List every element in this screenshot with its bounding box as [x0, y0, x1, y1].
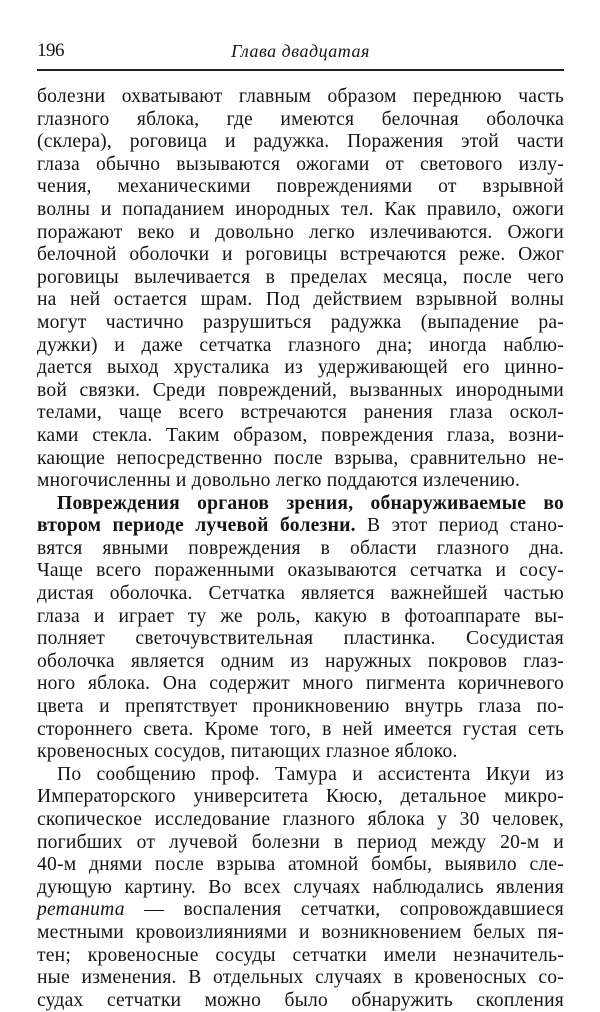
text-line: поражают веко и довольно легко излечиваются. Ожоги: [37, 221, 564, 243]
text-line: полняет светочувствительная пластинка. Сосудистая: [37, 628, 564, 650]
text-line: глаза и играет ту же роль, какую в фотоаппарате вы-: [37, 605, 564, 627]
text-fragment: В этот период стано-: [355, 515, 564, 537]
text-line: [37, 899, 564, 922]
text-line: цвета и препятствует проникновению внутрь глаза по-: [37, 696, 564, 718]
text-line: дается выход хрусталика из удерживающей его цинно-: [37, 357, 564, 379]
section-heading: Повреждения органов зрения, обнаруживаемые во: [57, 492, 564, 514]
text-line: глазного яблока, где имеются белочная оболочка: [37, 108, 564, 130]
section-heading-end: втором периоде лучевой болезни.: [37, 515, 356, 537]
text-line: ками стекла. Таким образом, повреждения глаза, возни-: [37, 424, 564, 446]
text-line: волны и попаданием инородных тел. Как правило, ожоги: [37, 198, 564, 220]
text-line: роговицы вылечивается в пределах месяца, после чего: [37, 266, 564, 288]
text-line: болезни охватывают главным образом переднюю часть: [37, 86, 564, 107]
body-text: [37, 86, 564, 1012]
text-line: вой связки. Среди повреждений, вызванных инородными: [37, 379, 564, 401]
text-line: многочисленны и довольно легко поддаются излечению.: [37, 470, 521, 492]
text-line: дующую картину. Во всех случаях наблюдались явления: [37, 876, 564, 898]
page-header: [37, 40, 564, 66]
text-line: Императорского университета Кюсю, детальное микро-: [37, 786, 564, 808]
running-title: Глава двадцатая: [231, 41, 370, 61]
text-line: оболочка является одним из наружных покровов глаз-: [37, 650, 564, 672]
text-line: По сообщению проф. Тамура и ассистента Икуи из: [57, 763, 564, 785]
text-line: дистая оболочка. Сетчатка является важнейшей частью: [37, 583, 564, 605]
section-heading-line: [37, 493, 564, 516]
header-rule: [37, 69, 564, 71]
text-line: стороннего света. Кроме того, в ней имеется густая сеть: [37, 718, 564, 740]
text-line: вятся явными повреждения в области глазного дна.: [37, 537, 564, 559]
text-line: ного яблока. Она содержит много пигмента коричневого: [37, 673, 564, 695]
text-line: кровеносных сосудов, питающих глазное яблоко.: [37, 741, 458, 763]
italic-term: ретанита: [37, 899, 125, 921]
text-line: телами, чаще всего встречаются ранения глаза оскол-: [37, 402, 564, 424]
text-line: чения, механическими повреждениями от взрывной: [37, 176, 564, 198]
text-line: [37, 515, 564, 538]
text-line: Чаще всего пораженными оказываются сетчатка и сосу-: [37, 560, 564, 582]
text-line: местными кровоизлияниями и возникновением белых пя-: [37, 921, 564, 943]
text-line: тен; кровеносные сосуды сетчатки имели незначитель-: [37, 944, 564, 966]
text-line: кающие непосредственно после взрыва, сравнительно не-: [37, 447, 564, 469]
text-line: белочной оболочки и роговицы встречаются реже. Ожог: [37, 244, 564, 266]
text-fragment: — воспаления сетчатки, сопровождавшиеся: [124, 899, 564, 921]
text-line: могут частично разрушиться радужка (выпадение ра-: [37, 311, 564, 333]
text-line: судах сетчатки можно было обнаружить скопления: [37, 989, 564, 1011]
text-line: (склера), роговица и радужка. Поражения этой части: [37, 131, 564, 153]
text-line: глаза обычно вызываются ожогами от светового излу-: [37, 153, 564, 175]
page-number: 196: [37, 40, 64, 61]
text-line: погибших от лучевой болезни в период между 20-м и: [37, 831, 564, 853]
text-line: дужки) и даже сетчатка глазного дна; иногда наблю-: [37, 334, 564, 356]
text-line: скопическое исследование глазного яблока у 30 человек,: [37, 809, 564, 830]
text-line: ные изменения. В отдельных случаях в кровеносных со-: [37, 967, 564, 989]
text-line: 40-м днями после взрыва атомной бомбы, выявило сле-: [37, 854, 564, 876]
text-line: на ней остается шрам. Под действием взрывной волны: [37, 289, 564, 311]
